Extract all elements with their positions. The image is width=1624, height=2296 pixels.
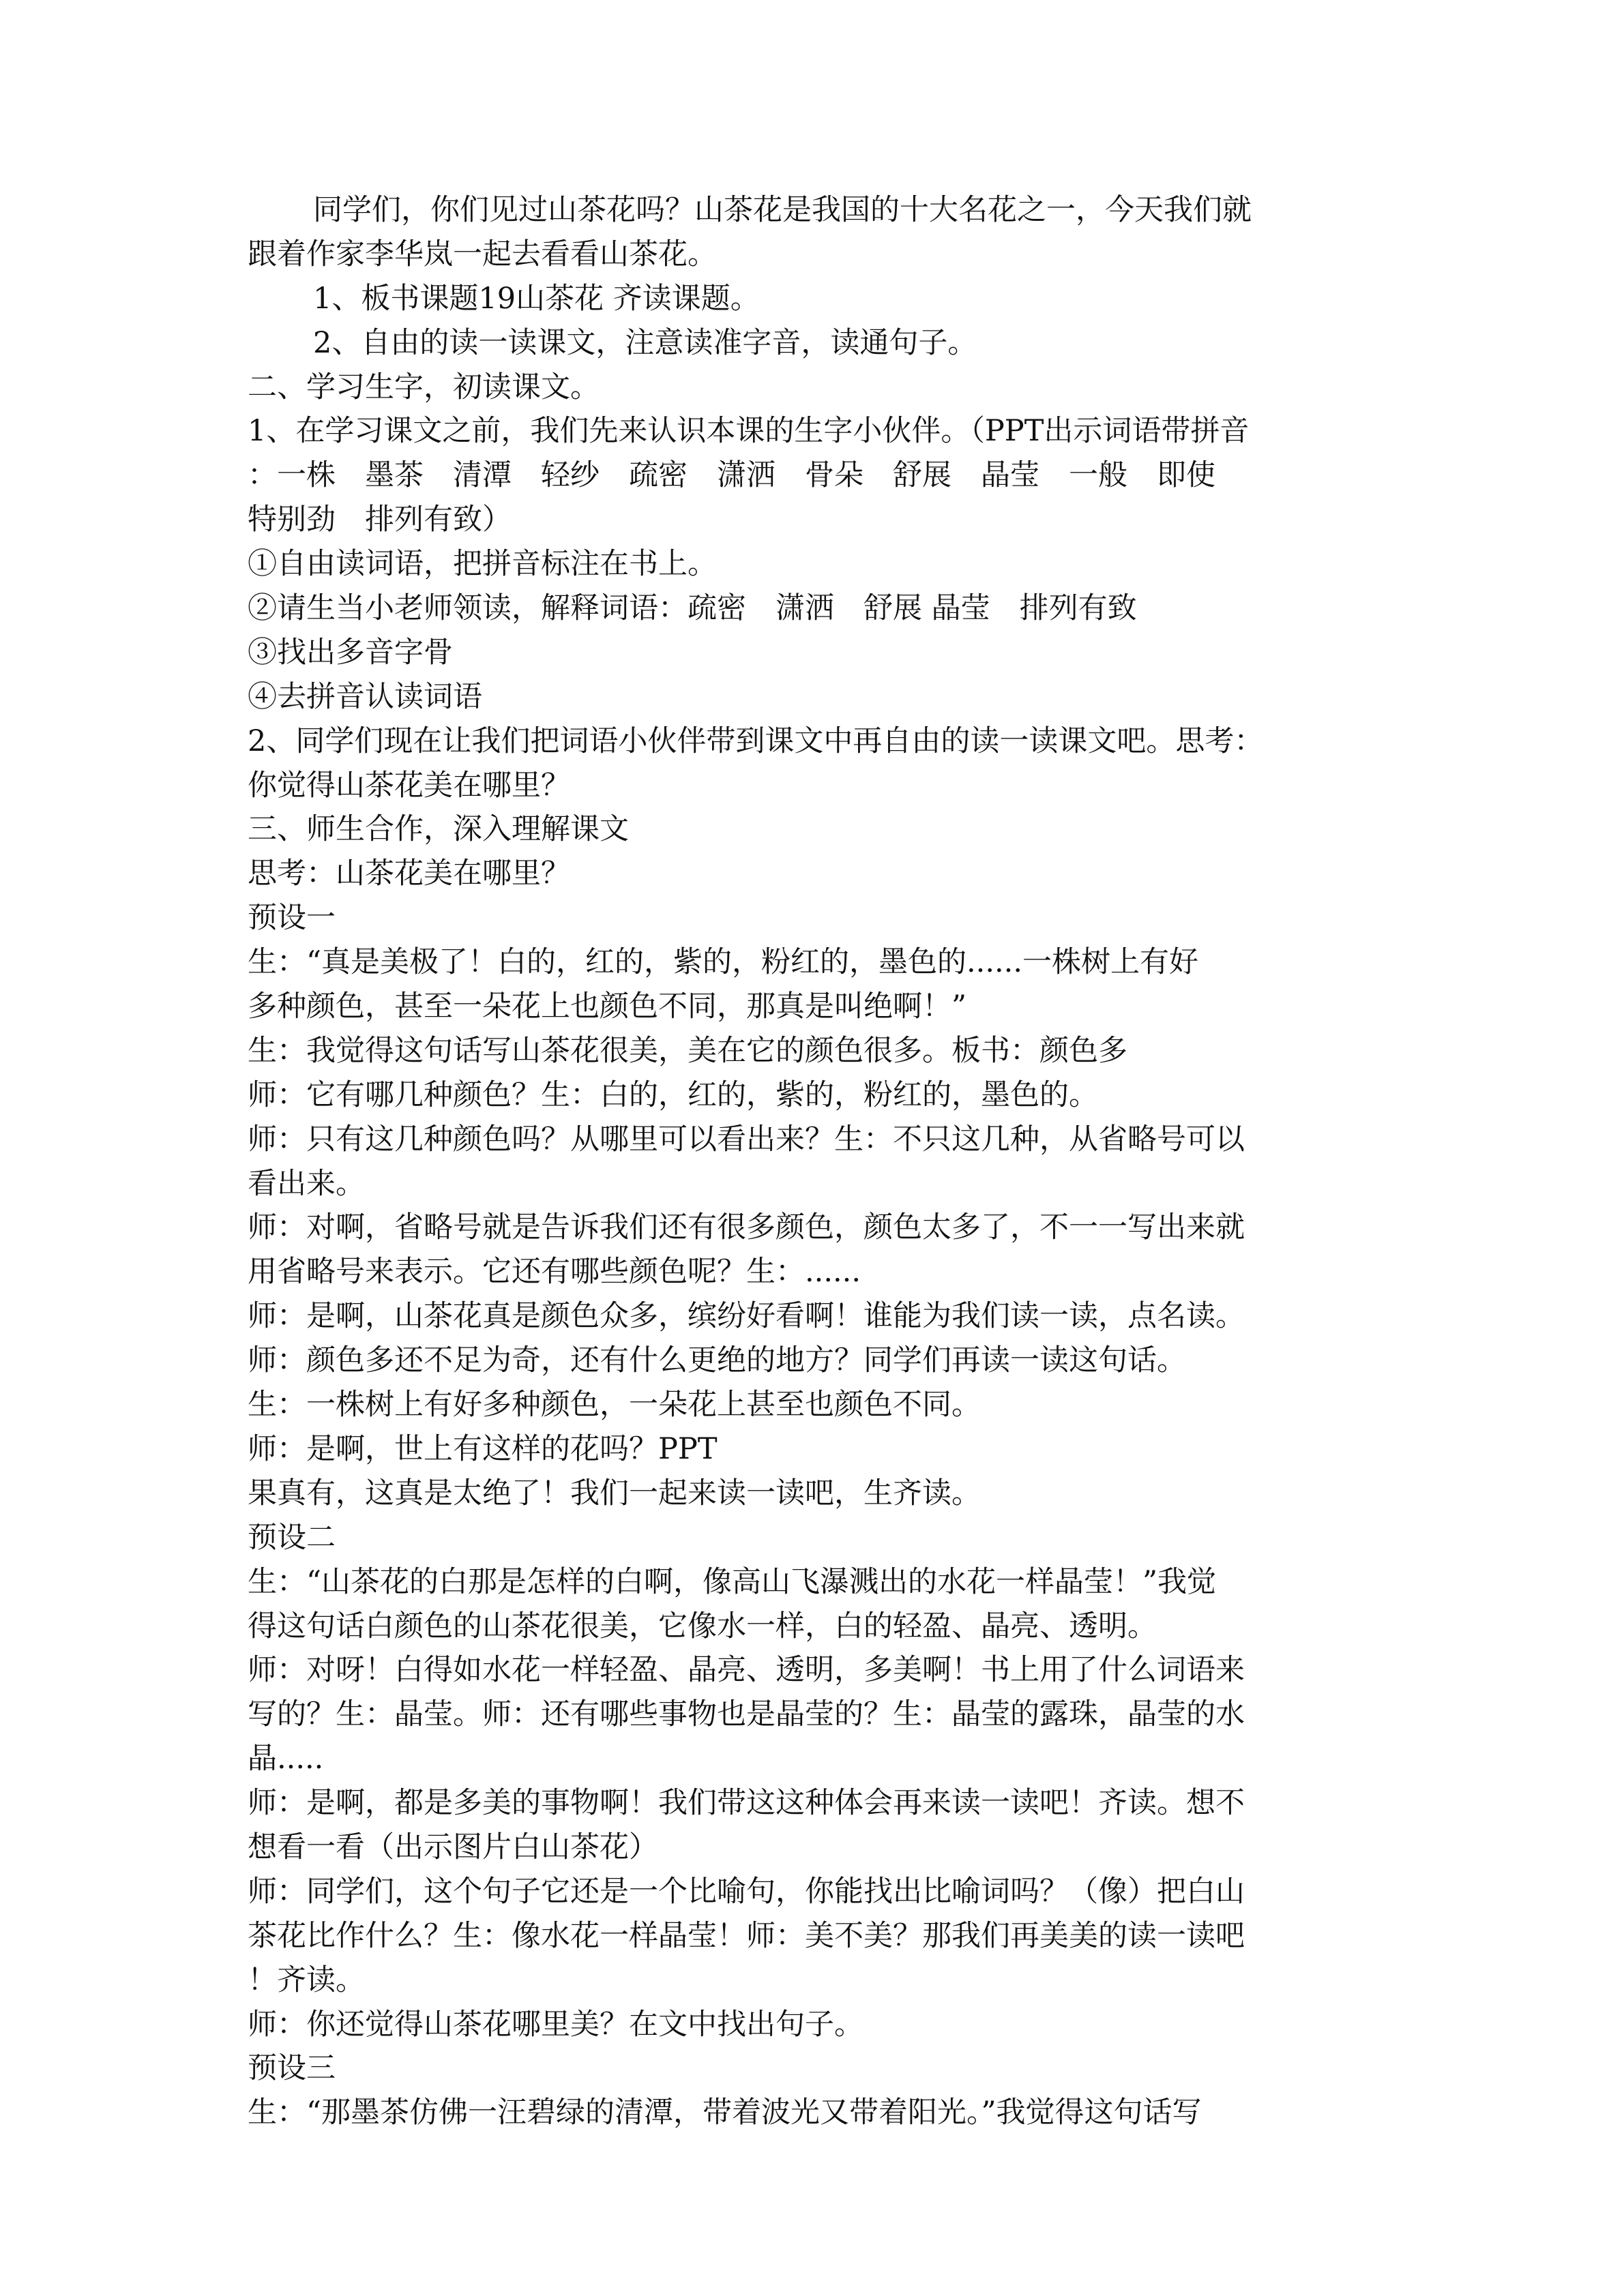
text-line: ③找出多音字骨: [248, 635, 453, 670]
text-line: 用省略号来表示。它还有哪些颜色呢？生：......: [248, 1255, 861, 1289]
text-line: 跟着作家李华岚一起去看看山茶花。: [248, 237, 717, 271]
text-line: 师：同学们，这个句子它还是一个比喻句，你能找出比喻词吗？（像）把白山: [248, 1874, 1245, 1909]
text-line: 师：是啊，世上有这样的花吗？PPT: [248, 1431, 718, 1466]
text-line: 师：颜色多还不足为奇，还有什么更绝的地方？同学们再读一读这句话。: [248, 1343, 1186, 1378]
text-line: 你觉得山茶花美在哪里？: [248, 768, 570, 803]
text-line: ：一株 墨茶 清潭 轻纱 疏密 潇洒 骨朵 舒展 晶莹 一般 即使: [248, 458, 1215, 493]
text-line: 果真有，这真是太绝了！我们一起来读一读吧，生齐读。: [248, 1476, 981, 1510]
text-line: 二、学习生字，初读课文。: [248, 370, 600, 404]
text-line: 师：对啊，省略号就是告诉我们还有很多颜色，颜色太多了，不一一写出来就: [248, 1210, 1245, 1245]
text-line: 生：一株树上有好多种颜色，一朵花上甚至也颜色不同。: [248, 1388, 981, 1422]
text-line: 师：对呀！白得如水花一样轻盈、晶亮、透明，多美啊！书上用了什么词语来: [248, 1653, 1245, 1688]
text-line: 生：“山茶花的白那是怎样的白啊，像高山飞瀑溅出的水花一样晶莹！”我觉: [248, 1564, 1216, 1599]
text-line: 多种颜色，甚至一朵花上也颜色不同，那真是叫绝啊！”: [248, 989, 966, 1024]
text-line: 师：它有哪几种颜色？生：白的，红的，紫的，粉红的，墨色的。: [248, 1077, 1098, 1112]
text-line: 师：是啊，都是多美的事物啊！我们带这这种体会再来读一读吧！齐读。想不: [248, 1786, 1245, 1821]
text-line: 三、师生合作，深入理解课文: [248, 812, 629, 847]
text-line: 1、在学习课文之前，我们先来认识本课的生字小伙伴。（PPT出示词语带拼音: [248, 414, 1250, 449]
text-line: 师：是啊，山茶花真是颜色众多，缤纷好看啊！谁能为我们读一读，点名读。: [248, 1299, 1245, 1334]
text-line: 预设三: [248, 2051, 336, 2086]
text-line: 1、板书课题19山茶花 齐读课题。: [313, 281, 760, 316]
text-line: 2、自由的读一读课文，注意读准字音，读通句子。: [313, 325, 977, 360]
text-line: 茶花比作什么？生：像水花一样晶莹！师：美不美？那我们再美美的读一读吧: [248, 1918, 1245, 1953]
text-line: ②请生当小老师领读，解释词语：疏密 潇洒 舒展 晶莹 排列有致: [248, 591, 1137, 626]
text-line: 生：“那墨茶仿佛一汪碧绿的清潭，带着波光又带着阳光。”我觉得这句话写: [248, 2096, 1202, 2130]
text-line: 特别劲 排列有致）: [248, 503, 512, 537]
text-line: 看出来。: [248, 1166, 365, 1201]
text-line: 晶.....: [248, 1742, 324, 1776]
document-body: [248, 188, 1380, 2135]
text-line: 2、同学们现在让我们把词语小伙伴带到课文中再自由的读一读课文吧。思考：: [248, 724, 1264, 758]
text-line: 想看一看（出示图片白山茶花）: [248, 1830, 658, 1864]
text-line: 预设一: [248, 901, 336, 936]
text-line: 写的？生：晶莹。师：还有哪些事物也是晶莹的？生：晶莹的露珠，晶莹的水: [248, 1697, 1245, 1732]
text-line: ！齐读。: [248, 1963, 365, 1997]
text-line: ④去拼音认读词语: [248, 679, 482, 714]
text-line: 同学们，你们见过山茶花吗？山茶花是我国的十大名花之一，今天我们就: [313, 193, 1252, 227]
text-line: 师：只有这几种颜色吗？从哪里可以看出来？生：不只这几种，从省略号可以: [248, 1122, 1245, 1157]
text-line: 生：“真是美极了！白的，红的，紫的，粉红的，墨色的......一株树上有好: [248, 945, 1198, 980]
text-line: 师：你还觉得山茶花哪里美？在文中找出句子。: [248, 2007, 863, 2042]
text-line: ①自由读词语，把拼音标注在书上。: [248, 547, 717, 582]
text-line: 思考：山茶花美在哪里？: [248, 856, 570, 891]
text-line: 得这句话白颜色的山茶花很美，它像水一样，白的轻盈、晶亮、透明。: [248, 1609, 1157, 1643]
text-line: 生：我觉得这句话写山茶花很美，美在它的颜色很多。板书：颜色多: [248, 1033, 1127, 1068]
text-line: 预设二: [248, 1520, 336, 1555]
